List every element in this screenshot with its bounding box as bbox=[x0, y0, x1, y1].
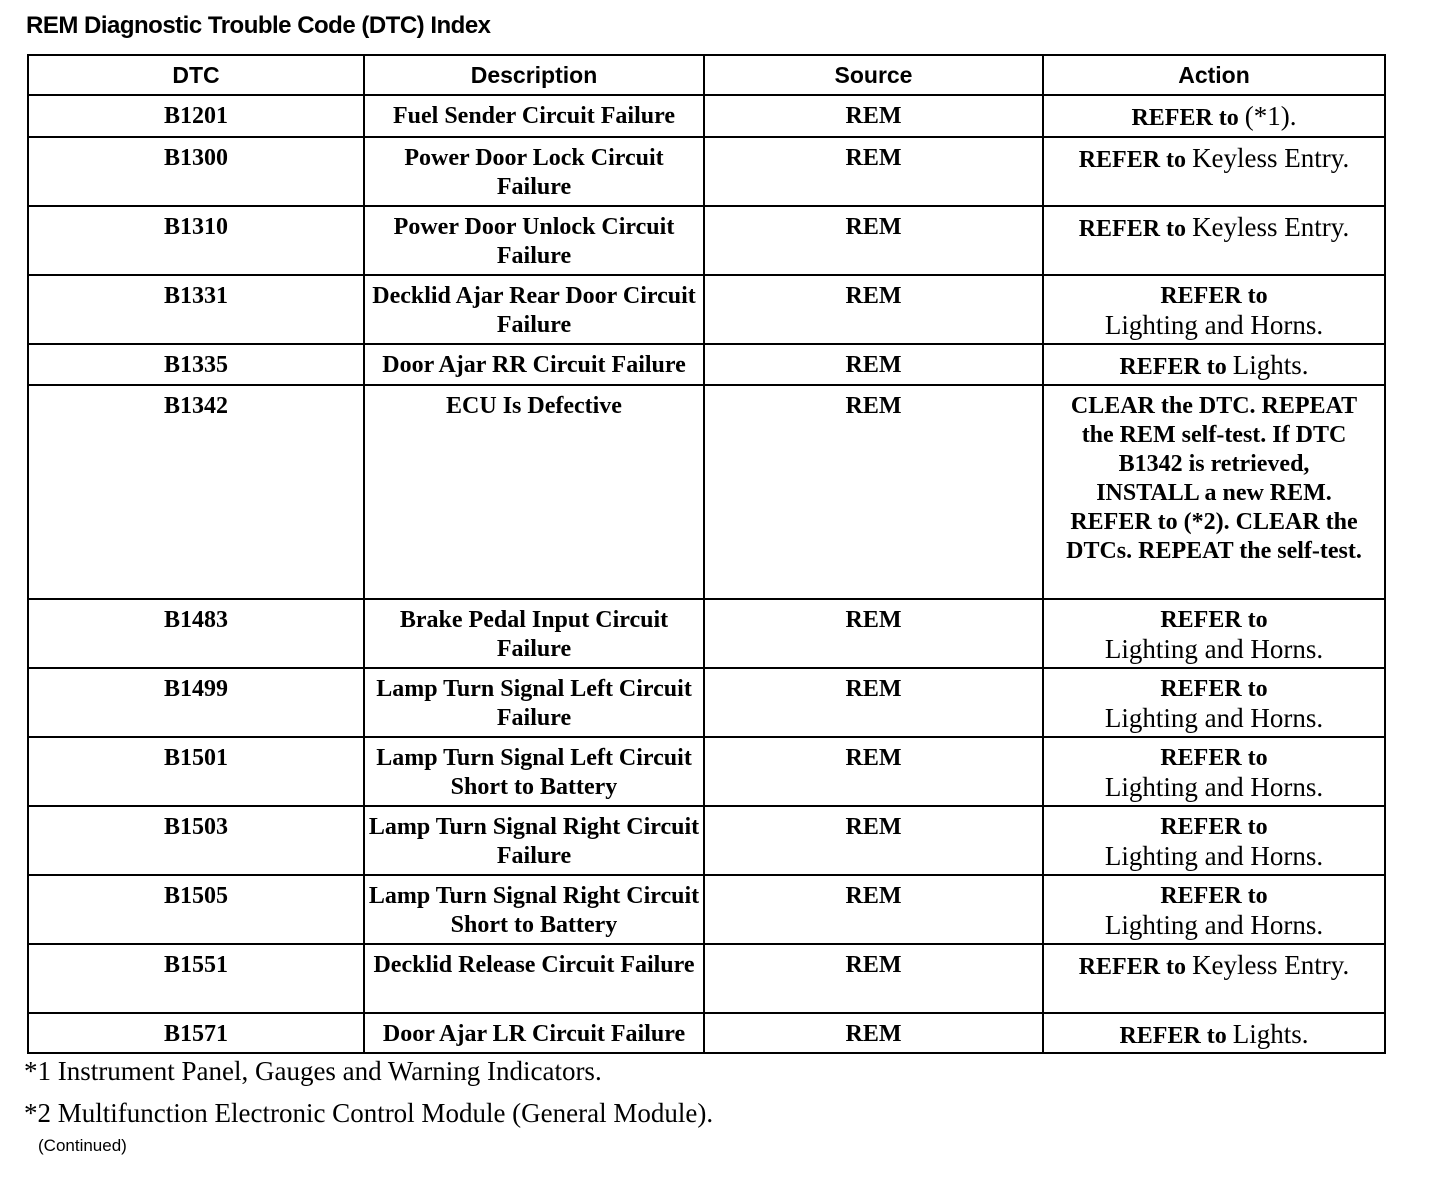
action-refer: REFER to bbox=[1160, 745, 1268, 771]
dtc-code: B1551 bbox=[28, 944, 364, 1013]
action-target: Lighting and Horns. bbox=[1104, 910, 1324, 940]
dtc-description: Power Door Lock Circuit Failure bbox=[364, 137, 704, 206]
dtc-source: REM bbox=[704, 806, 1043, 875]
dtc-code: B1505 bbox=[28, 875, 364, 944]
table-row bbox=[28, 806, 1385, 875]
dtc-action bbox=[1043, 599, 1385, 668]
footnote-1: *1 Instrument Panel, Gauges and Warning Indicators. bbox=[24, 1056, 602, 1086]
action-refer: REFER to bbox=[1119, 354, 1227, 380]
dtc-code: B1501 bbox=[28, 737, 364, 806]
dtc-description: Fuel Sender Circuit Failure bbox=[364, 95, 704, 137]
dtc-action bbox=[1043, 806, 1385, 875]
action-refer: REFER to bbox=[1160, 283, 1268, 309]
dtc-index-table bbox=[27, 54, 1386, 1054]
action-refer: REFER to bbox=[1119, 1023, 1227, 1049]
dtc-code: B1300 bbox=[28, 137, 364, 206]
continued-label: (Continued) bbox=[38, 1136, 127, 1155]
action-refer: REFER to bbox=[1160, 676, 1268, 702]
footnotes bbox=[24, 1056, 713, 1140]
column-header-dtc: DTC bbox=[28, 55, 364, 95]
action-target: Lighting and Horns. bbox=[1104, 772, 1324, 802]
dtc-description: Door Ajar LR Circuit Failure bbox=[364, 1013, 704, 1053]
dtc-action bbox=[1043, 95, 1385, 137]
dtc-action bbox=[1043, 944, 1385, 1013]
column-header-source: Source bbox=[704, 55, 1043, 95]
table-row bbox=[28, 944, 1385, 1013]
dtc-source: REM bbox=[704, 944, 1043, 1013]
dtc-action bbox=[1043, 137, 1385, 206]
table-header-row bbox=[28, 55, 1385, 95]
dtc-description: ECU Is Defective bbox=[364, 385, 704, 599]
dtc-source: REM bbox=[704, 275, 1043, 344]
dtc-code: B1499 bbox=[28, 668, 364, 737]
dtc-description: Lamp Turn Signal Right Circuit Failure bbox=[364, 806, 704, 875]
table-row bbox=[28, 275, 1385, 344]
table-row bbox=[28, 1013, 1385, 1053]
dtc-source: REM bbox=[704, 385, 1043, 599]
table-row bbox=[28, 95, 1385, 137]
action-target: Lights. bbox=[1232, 350, 1309, 380]
dtc-source: REM bbox=[704, 95, 1043, 137]
dtc-description: Lamp Turn Signal Left Circuit Short to Battery bbox=[364, 737, 704, 806]
dtc-source: REM bbox=[704, 737, 1043, 806]
dtc-code: B1342 bbox=[28, 385, 364, 599]
dtc-action bbox=[1043, 385, 1385, 599]
action-target: Lighting and Horns. bbox=[1104, 841, 1324, 871]
table-row bbox=[28, 344, 1385, 385]
action-target: Keyless Entry. bbox=[1192, 143, 1350, 173]
table-row bbox=[28, 385, 1385, 599]
dtc-code: B1331 bbox=[28, 275, 364, 344]
dtc-action bbox=[1043, 206, 1385, 275]
dtc-description: Brake Pedal Input Circuit Failure bbox=[364, 599, 704, 668]
dtc-source: REM bbox=[704, 1013, 1043, 1053]
dtc-source: REM bbox=[704, 344, 1043, 385]
dtc-action bbox=[1043, 1013, 1385, 1053]
dtc-source: REM bbox=[704, 599, 1043, 668]
dtc-source: REM bbox=[704, 137, 1043, 206]
action-refer: REFER to bbox=[1078, 147, 1187, 173]
action-refer: REFER to bbox=[1160, 607, 1268, 633]
dtc-description: Lamp Turn Signal Right Circuit Short to Battery bbox=[364, 875, 704, 944]
page-title: REM Diagnostic Trouble Code (DTC) Index bbox=[26, 12, 491, 39]
dtc-source: REM bbox=[704, 875, 1043, 944]
action-refer: REFER to bbox=[1078, 954, 1187, 980]
action-instructions: CLEAR the DTC. REPEAT the REM self-test. If DTC B1342 is retrieved, INSTALL a new REM. REFER to (*2). CLEAR the DTCs. REPEAT the self-test. bbox=[1066, 393, 1362, 564]
action-refer: REFER to bbox=[1078, 216, 1187, 242]
table-row bbox=[28, 599, 1385, 668]
action-target: Keyless Entry. bbox=[1192, 212, 1350, 242]
dtc-code: B1571 bbox=[28, 1013, 364, 1053]
dtc-description: Power Door Unlock Circuit Failure bbox=[364, 206, 704, 275]
dtc-description: Lamp Turn Signal Left Circuit Failure bbox=[364, 668, 704, 737]
table-row bbox=[28, 875, 1385, 944]
dtc-source: REM bbox=[704, 206, 1043, 275]
dtc-action bbox=[1043, 737, 1385, 806]
action-refer: REFER to bbox=[1131, 105, 1239, 131]
action-target: Lights. bbox=[1232, 1019, 1309, 1049]
action-refer: REFER to bbox=[1160, 883, 1268, 909]
action-target: Lighting and Horns. bbox=[1104, 634, 1324, 664]
action-target: Lighting and Horns. bbox=[1104, 310, 1324, 340]
table-row bbox=[28, 137, 1385, 206]
table-row bbox=[28, 737, 1385, 806]
dtc-action bbox=[1043, 275, 1385, 344]
dtc-action bbox=[1043, 344, 1385, 385]
table-row bbox=[28, 668, 1385, 737]
dtc-action bbox=[1043, 668, 1385, 737]
dtc-description: Decklid Release Circuit Failure bbox=[364, 944, 704, 1013]
column-header-description: Description bbox=[364, 55, 704, 95]
dtc-code: B1483 bbox=[28, 599, 364, 668]
footnote-2: *2 Multifunction Electronic Control Module (General Module). bbox=[24, 1098, 714, 1128]
dtc-code: B1201 bbox=[28, 95, 364, 137]
dtc-description: Decklid Ajar Rear Door Circuit Failure bbox=[364, 275, 704, 344]
action-target: Lighting and Horns. bbox=[1104, 703, 1324, 733]
column-header-action: Action bbox=[1043, 55, 1385, 95]
dtc-code: B1335 bbox=[28, 344, 364, 385]
action-target: (*1). bbox=[1244, 101, 1297, 131]
dtc-code: B1503 bbox=[28, 806, 364, 875]
action-target: Keyless Entry. bbox=[1192, 950, 1350, 980]
dtc-action bbox=[1043, 875, 1385, 944]
dtc-code: B1310 bbox=[28, 206, 364, 275]
table-row bbox=[28, 206, 1385, 275]
dtc-source: REM bbox=[704, 668, 1043, 737]
dtc-description: Door Ajar RR Circuit Failure bbox=[364, 344, 704, 385]
action-refer: REFER to bbox=[1160, 814, 1268, 840]
